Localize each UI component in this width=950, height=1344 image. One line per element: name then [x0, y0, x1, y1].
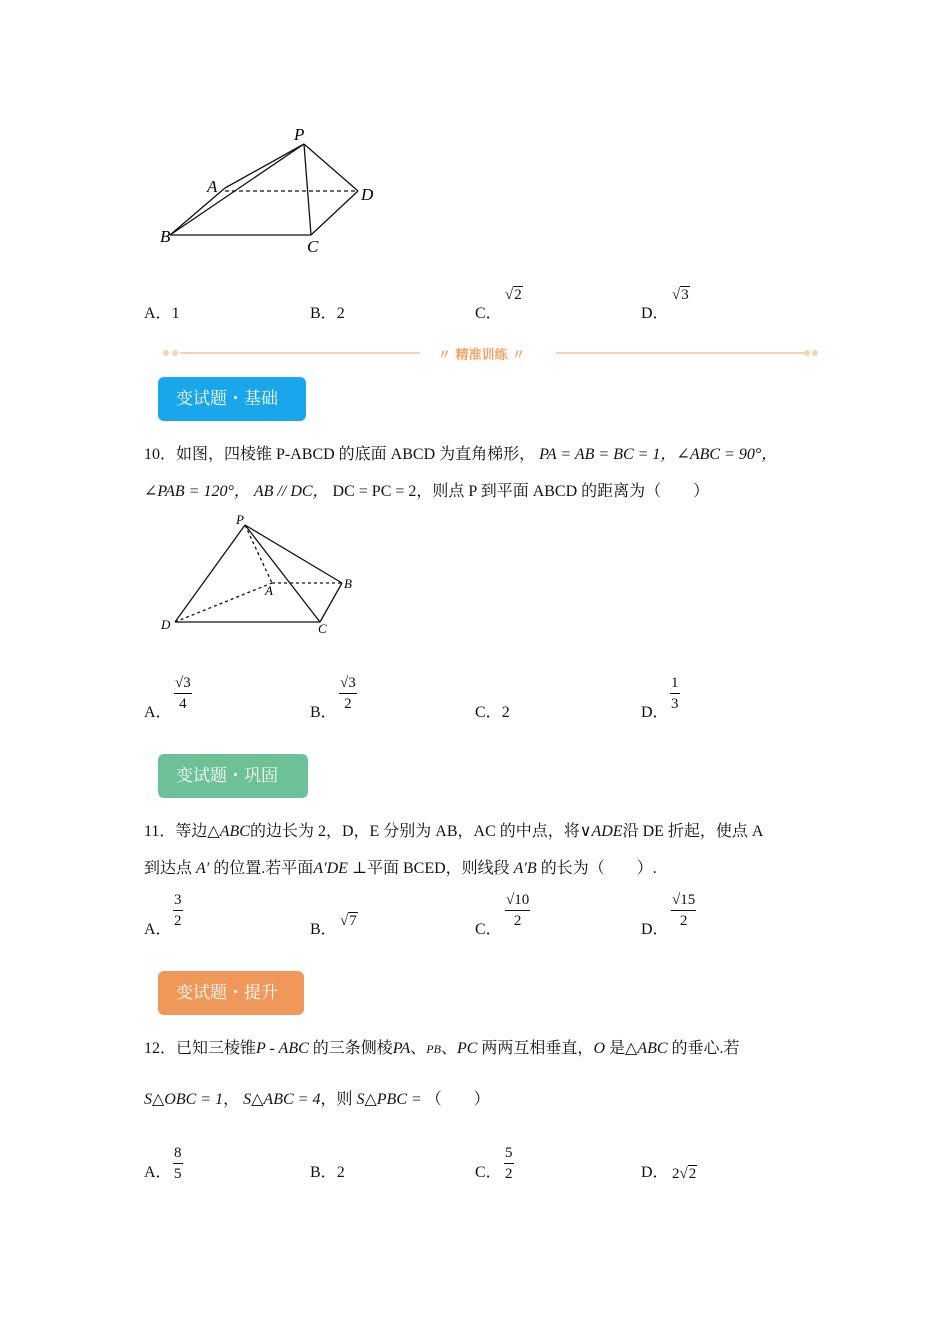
- q11-triangle-ade: ∨ADE: [579, 823, 623, 840]
- q10-option-d-fraction: [670, 676, 680, 712]
- q11-option-c-num: √10: [506, 892, 530, 908]
- q10-option-c-value: 2: [501, 704, 510, 721]
- q12-area-abc: S△ABC = 4: [243, 1091, 321, 1108]
- q9-option-a-value: 1: [171, 305, 180, 322]
- q12-comma-2: ，则: [320, 1091, 353, 1108]
- figure2-label-p: P: [236, 512, 244, 527]
- q12-option-a-fraction: [173, 1146, 183, 1182]
- q10-option-b-num: √3: [340, 675, 356, 691]
- figure2-label-b: B: [344, 576, 352, 591]
- q10-option-a-num: √3: [175, 675, 191, 691]
- q12-text-2: 的三条侧棱: [312, 1040, 393, 1057]
- q11-option-c-fraction: [505, 893, 530, 929]
- q12-point-o: O: [593, 1040, 605, 1057]
- q12-text-5: 的垂心.若: [671, 1040, 740, 1057]
- q11-option-d-den: 2: [679, 913, 688, 929]
- q12-option-a-den: 5: [174, 1166, 182, 1182]
- q11-option-a-fraction: [173, 893, 183, 929]
- q12-text-1: 12．已知三棱锥: [144, 1040, 257, 1057]
- q10-option-a-label: A．: [144, 704, 172, 721]
- q11-option-a-num: 3: [174, 892, 182, 908]
- q12-option-d-radicand: 2: [688, 1166, 697, 1182]
- q10-option-a-den: 4: [179, 696, 187, 712]
- pyramid-figure-1: [140, 120, 400, 260]
- q12-comma-1: ，: [223, 1091, 240, 1108]
- q11-option-d-fraction: [671, 893, 696, 929]
- q12-option-c-den: 2: [505, 1166, 513, 1182]
- divider-dot-right-2: [812, 350, 818, 356]
- q11-plane: A′DE ⊥: [313, 860, 367, 877]
- q9-option-a-label: A．: [144, 305, 172, 322]
- figure1-label-p: P: [294, 125, 305, 144]
- q10-option-b-den: 2: [344, 696, 352, 712]
- q12-option-b: [310, 1159, 345, 1182]
- q10-angle-pab: ∠PAB = 120°，: [144, 483, 250, 500]
- tag-basic: 变试题・基础: [158, 377, 306, 421]
- figure1-label-d: D: [361, 185, 374, 204]
- q11-line1: [144, 818, 763, 841]
- q9-option-d-label: D．: [641, 305, 669, 322]
- divider-label: 〃 精准训练 〃: [438, 348, 526, 363]
- q12-option-d-label: D．: [641, 1164, 669, 1181]
- q9-option-c: [475, 300, 502, 323]
- q10-option-a-fraction: [174, 676, 192, 712]
- divider-line-left: [180, 352, 420, 354]
- figure1-label-a: A: [207, 177, 218, 196]
- q10-option-d-label: D．: [641, 704, 669, 721]
- q10-option-b-fraction: [339, 676, 357, 712]
- tag-consolidate: 变试题・巩固: [158, 754, 308, 798]
- figure2-label-a: A: [265, 583, 273, 598]
- q11-text-1: 11．等边: [144, 823, 208, 840]
- q9-option-c-label: C．: [475, 305, 502, 322]
- q12-edge-pc: PC: [456, 1040, 478, 1057]
- q10-option-d-num: 1: [671, 675, 679, 691]
- q11-text-3: 沿 DE 折起，使点 A: [622, 823, 764, 840]
- q10-line1: [144, 441, 777, 464]
- q11-text-7: 的长为（ ）.: [540, 860, 657, 877]
- q12-option-d-coef: 2: [672, 1166, 680, 1182]
- q9-option-d-radicand: 3: [681, 287, 689, 303]
- q10-option-c: [475, 699, 510, 722]
- q11-option-d-label: D．: [641, 921, 669, 938]
- q12-blank: （ ）: [425, 1091, 490, 1108]
- q10-question-tail: DC = PC = 2，则点 P 到平面 ABCD 的距离为（ ）: [332, 483, 710, 500]
- q12-edge-pa: PA: [392, 1040, 411, 1057]
- q11-option-a-den: 2: [174, 913, 182, 929]
- q12-line2: [144, 1086, 490, 1109]
- q11-text-2: 的边长为 2，D，E 分别为 AB，AC 的中点，将: [249, 823, 580, 840]
- q12-option-b-value: 2: [336, 1164, 345, 1181]
- q11-text-6: 平面 BCED，则线段: [366, 860, 510, 877]
- q12-option-c-num: 5: [505, 1145, 513, 1161]
- q9-option-a: [144, 300, 180, 323]
- q9-option-d: [641, 300, 669, 323]
- tag-advance: 变试题・提升: [158, 971, 304, 1015]
- q12-triangle-abc: △ABC: [625, 1040, 668, 1057]
- q10-condition-1: PA = AB = BC = 1，∠ABC = 90°，: [539, 446, 778, 463]
- divider-dot-left-1: [163, 350, 169, 356]
- q11-option-b-sqrt: √7: [340, 913, 357, 929]
- pyramid-figure-2: [155, 510, 375, 640]
- q11-point-aprime: A′: [196, 860, 210, 877]
- q11-text-4: 到达点: [144, 860, 193, 877]
- q10-parallel: AB // DC，: [253, 483, 329, 500]
- q12-option-d-value: 2√2: [672, 1166, 697, 1182]
- q11-option-c-den: 2: [513, 913, 522, 929]
- q12-area-pbc: S△PBC =: [356, 1091, 422, 1108]
- q11-triangle-abc: △ABC: [207, 823, 250, 840]
- q10-option-d-den: 3: [671, 696, 679, 712]
- q9-option-b-value: 2: [336, 305, 345, 322]
- divider-line-right: [556, 352, 806, 354]
- q12-option-b-label: B．: [310, 1164, 337, 1181]
- figure1-label-b: B: [160, 227, 171, 246]
- q11-segment: A′B: [513, 860, 537, 877]
- q11-option-b-radicand: 7: [349, 913, 357, 929]
- divider-dot-right-1: [804, 350, 810, 356]
- figure2-label-d: D: [161, 617, 171, 632]
- q12-tetrahedron: P - ABC: [256, 1040, 309, 1057]
- q10-line2: [144, 478, 709, 501]
- q12-text-4: 是: [609, 1040, 626, 1057]
- q11-option-b-label: B．: [310, 921, 337, 938]
- q12-line1: [144, 1035, 740, 1058]
- q9-option-c-radicand: 2: [514, 287, 522, 303]
- q10-text-1: 10．如图，四棱锥 P-ABCD 的底面 ABCD 为直角梯形，: [144, 446, 536, 463]
- q11-option-a-label: A．: [144, 921, 172, 938]
- q11-option-d-num: √15: [672, 892, 696, 908]
- q12-option-c-label: C．: [475, 1164, 502, 1181]
- q12-text-3: 两两互相垂直，: [481, 1040, 594, 1057]
- q12-sep-1: 、: [410, 1040, 427, 1057]
- q12-sep-2: 、: [440, 1040, 457, 1057]
- q9-option-d-sqrt: √3: [672, 287, 689, 303]
- q10-option-b-label: B．: [310, 704, 337, 721]
- q12-option-c-fraction: [504, 1146, 514, 1182]
- q11-option-c-label: C．: [475, 921, 502, 938]
- q9-option-b-label: B．: [310, 305, 337, 322]
- q10-option-c-label: C．: [475, 704, 502, 721]
- q9-option-c-sqrt: √2: [505, 287, 522, 303]
- q9-option-b: [310, 300, 345, 323]
- q11-text-5: 的位置.若平面: [213, 860, 314, 877]
- q12-edge-pb: PB: [426, 1042, 441, 1056]
- q12-area-obc: S△OBC = 1: [144, 1091, 224, 1108]
- divider-dot-left-2: [172, 350, 178, 356]
- figure2-label-c: C: [318, 621, 327, 636]
- q12-option-a-num: 8: [174, 1145, 182, 1161]
- q11-line2: [144, 855, 657, 878]
- figure1-label-c: C: [307, 237, 319, 256]
- q12-option-a-label: A．: [144, 1164, 172, 1181]
